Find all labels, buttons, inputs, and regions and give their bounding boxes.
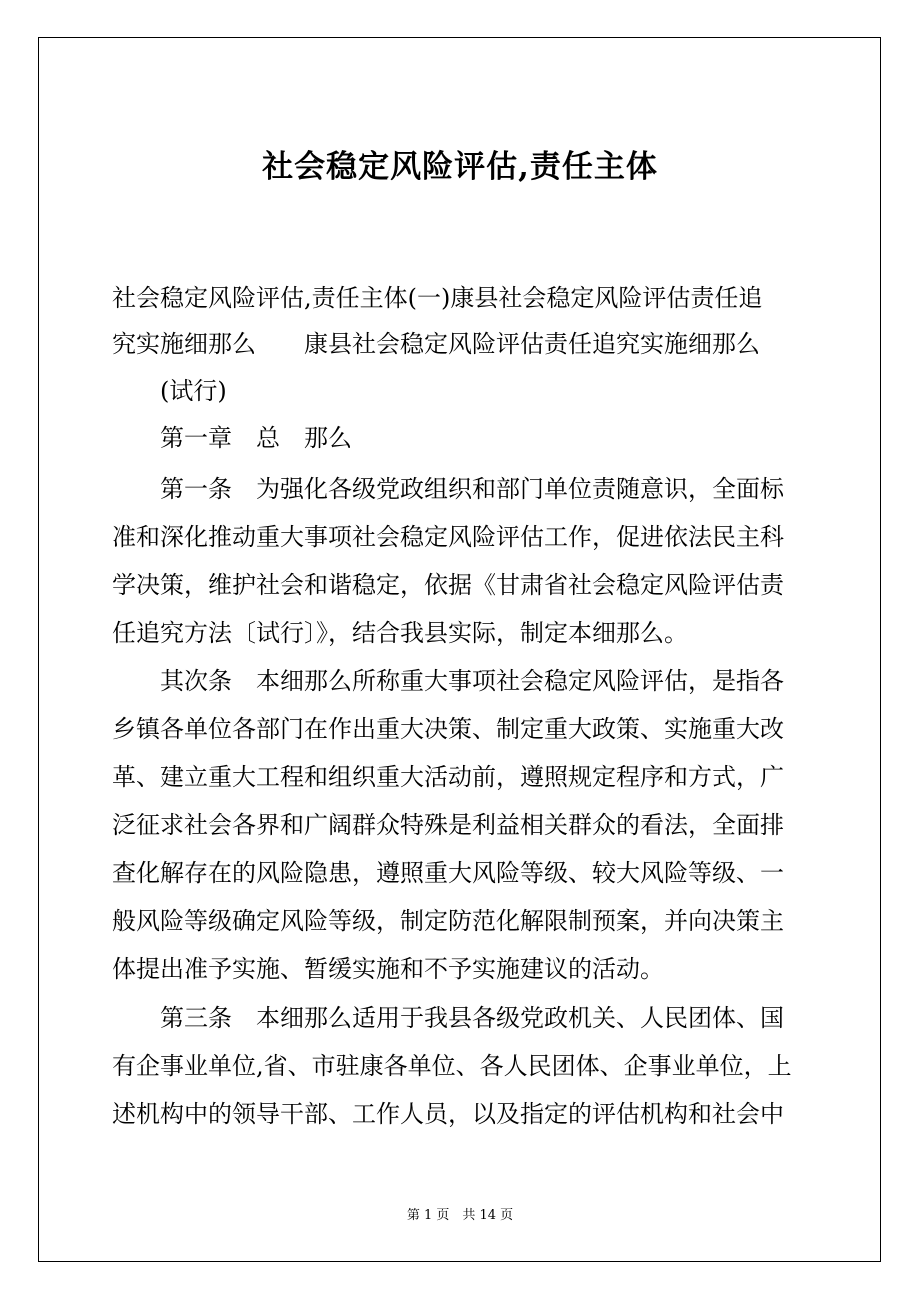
body-line: 泛征求社会各界和广阔群众特殊是利益相关群众的看法，全面排 xyxy=(112,811,784,839)
body-line: 查化解存在的风险隐患，遵照重大风险等级、较大风险等级、一 xyxy=(112,859,784,887)
document-title: 社会稳定风险评估,责任主体 xyxy=(262,149,658,185)
body-line: (试行) xyxy=(160,377,227,405)
chapter-heading: 第一章 总 那么 xyxy=(160,424,352,452)
body-line: 社会稳定风险评估,责任主体(一)康县社会稳定风险评估责任追 xyxy=(112,284,763,312)
body-line: 般风险等级确定风险等级，制定防范化解限制预案，并向决策主 xyxy=(112,907,784,935)
body-line: 准和深化推动重大事项社会稳定风险评估工作，促进依法民主科 xyxy=(112,523,784,551)
body-line: 其次条 本细那么所称重大事项社会稳定风险评估，是指各 xyxy=(160,667,784,695)
body-line: 有企事业单位,省、市驻康各单位、各人民团体、企事业单位，上 xyxy=(112,1052,792,1080)
body-line xyxy=(112,327,760,361)
body-line: 乡镇各单位各部门在作出重大决策、制定重大政策、实施重大改 xyxy=(112,715,784,743)
body-line: 学决策，维护社会和谐稳定，依据《甘肃省社会稳定风险评估责 xyxy=(112,571,784,599)
body-line-part: 究实施细那么 xyxy=(112,330,256,358)
body-line: 任追究方法〔试行〕》，结合我县实际，制定本细那么。 xyxy=(112,619,688,647)
body-line: 体提出准予实施、暂缓实施和不予实施建议的活动。 xyxy=(112,955,664,983)
page-number-footer: 第 1 页 共 14 页 xyxy=(406,1208,514,1223)
body-line: 述机构中的领导干部、工作人员，以及指定的评估机构和社会中 xyxy=(112,1100,784,1128)
body-line: 第三条 本细那么适用于我县各级党政机关、人民团体、国 xyxy=(160,1004,784,1032)
body-line: 第一条 为强化各级党政组织和部门单位责随意识，全面标 xyxy=(160,475,784,503)
body-line-part: 康县社会稳定风险评估责任追究实施细那么 xyxy=(304,330,760,358)
body-line: 革、建立重大工程和组织重大活动前，遵照规定程序和方式，广 xyxy=(112,763,784,791)
